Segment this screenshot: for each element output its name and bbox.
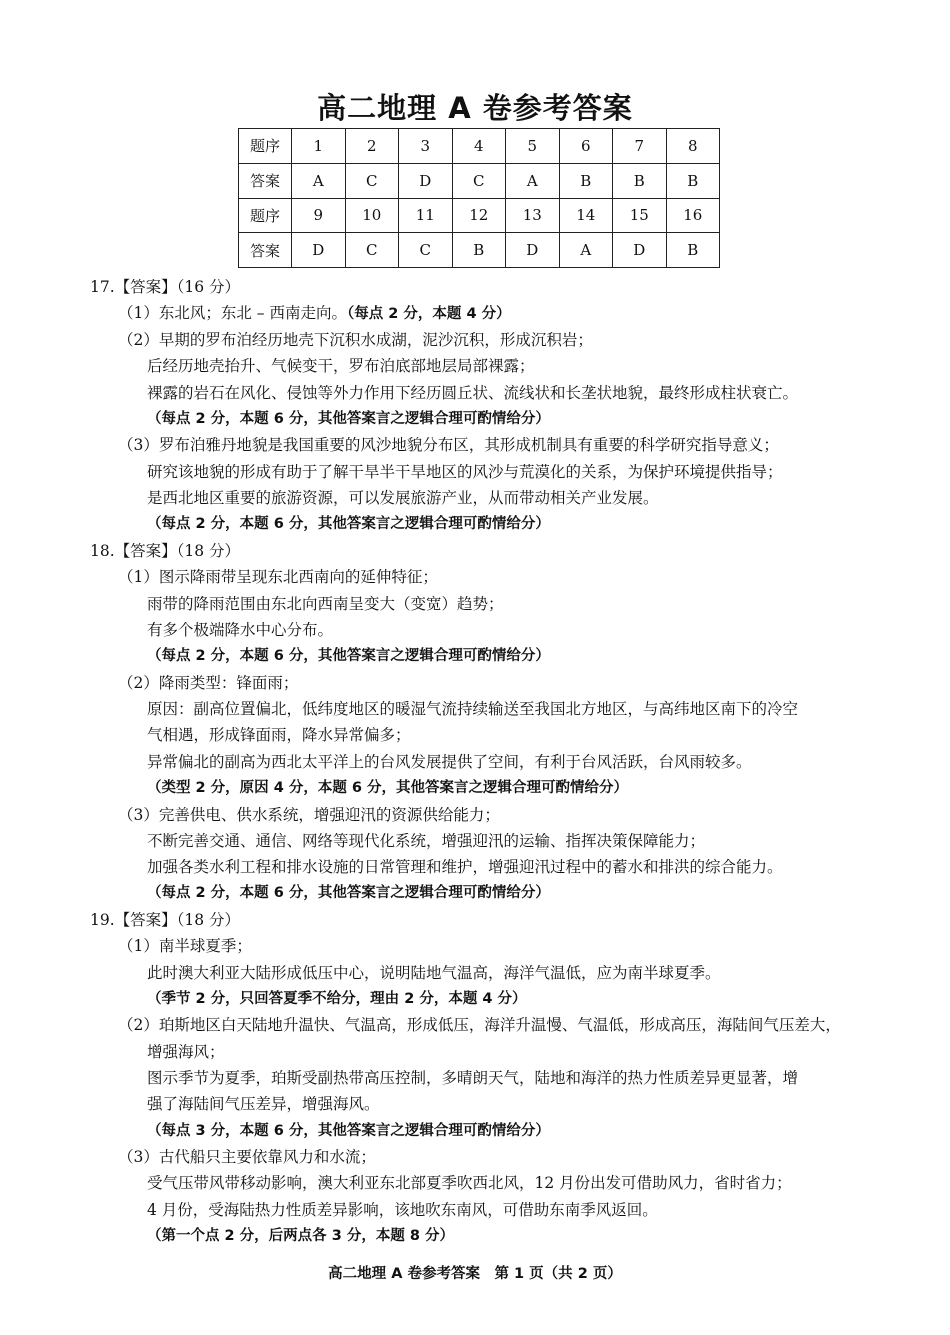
q19-part1: （1）南半球夏季； <box>118 937 252 955</box>
table-cell: 3 <box>399 129 453 164</box>
table-cell: D <box>399 163 453 198</box>
q18-part1-note: （每点 2 分，本题 6 分，其他答案言之逻辑合理可酌情给分） <box>147 648 550 664</box>
q18-part2-line: 原因：副高位置偏北，低纬度地区的暖湿气流持续输送至我国北方地区，与高纬地区南下的冷空 <box>147 700 799 718</box>
table-cell: D <box>613 233 667 268</box>
table-cell: B <box>666 233 720 268</box>
q18-heading: 18.【答案】（18 分） <box>90 542 241 560</box>
q19-part1-line: 此时澳大利亚大陆形成低压中心，说明陆地气温高，海洋气温低，应为南半球夏季。 <box>147 964 721 982</box>
q18-part2-note: （类型 2 分，原因 4 分，本题 6 分，其他答案言之逻辑合理可酌情给分） <box>147 780 629 796</box>
q19-part2-line: 强了海陆间气压差异，增强海风。 <box>147 1095 380 1113</box>
table-cell: 1 <box>292 129 346 164</box>
q18-part3-line: 不断完善交通、通信、网络等现代化系统，增强迎汛的运输、指挥决策保障能力； <box>147 832 706 850</box>
table-row <box>239 163 720 198</box>
table-cell: 7 <box>613 129 667 164</box>
page-footer: 高二地理 A 卷参考答案 第 1 页（共 2 页） <box>328 1266 622 1282</box>
table-cell: 8 <box>666 129 720 164</box>
q19-part2-line: 图示季节为夏季，珀斯受副热带高压控制，多晴朗天气，陆地和海洋的热力性质差异更显著，增 <box>147 1069 799 1087</box>
table-cell: A <box>506 163 560 198</box>
table-cell: 11 <box>399 198 453 233</box>
table-cell: 题序 <box>239 198 292 233</box>
q19-part2: （2）珀斯地区白天陆地升温快、气温高，形成低压，海洋升温慢、气温低，形成高压，海陆间气压差大， <box>118 1016 841 1034</box>
table-cell: 12 <box>452 198 506 233</box>
table-cell: 16 <box>666 198 720 233</box>
q17-part1 <box>118 300 511 327</box>
q18-part2-line: 异常偏北的副高为西北太平洋上的台风发展提供了空间，有利于台风活跃，台风雨较多。 <box>147 753 752 771</box>
page-title: 高二地理 A 卷参考答案 <box>317 91 633 125</box>
q17-part3-note: （每点 2 分，本题 6 分，其他答案言之逻辑合理可酌情给分） <box>147 516 550 532</box>
table-cell: B <box>452 233 506 268</box>
table-cell: B <box>666 163 720 198</box>
q19-part3-note: （第一个点 2 分，后两点各 3 分，本题 8 分） <box>147 1228 455 1244</box>
table-cell: A <box>292 163 346 198</box>
q19-heading: 19.【答案】（18 分） <box>90 911 241 929</box>
q18-part3-line: 加强各类水利工程和排水设施的日常管理和维护，增强迎汛过程中的蓄水和排洪的综合能力。 <box>147 858 783 876</box>
table-cell: 答案 <box>239 163 292 198</box>
table-row <box>239 198 720 233</box>
table-cell: 9 <box>292 198 346 233</box>
table-cell: 14 <box>559 198 613 233</box>
answer-table <box>238 128 720 268</box>
table-cell: 4 <box>452 129 506 164</box>
table-cell: 15 <box>613 198 667 233</box>
table-cell: C <box>452 163 506 198</box>
q17-part1-note: （每点 2 分，本题 4 分） <box>346 306 511 322</box>
q18-part2: （2）降雨类型：锋面雨； <box>118 674 299 692</box>
table-cell: 答案 <box>239 233 292 268</box>
q18-part1-line: 有多个极端降水中心分布。 <box>147 621 334 639</box>
q17-part2: （2）早期的罗布泊经历地壳下沉积水成湖，泥沙沉积，形成沉积岩； <box>118 331 593 349</box>
table-row <box>239 233 720 268</box>
table-cell: 13 <box>506 198 560 233</box>
q19-part1-note: （季节 2 分，只回答夏季不给分，理由 2 分，本题 4 分） <box>147 991 527 1007</box>
q17-part1-text: （1）东北风；东北 – 西南走向。 <box>118 304 347 322</box>
table-cell: 10 <box>345 198 399 233</box>
q19-part2-line: 增强海风； <box>147 1043 225 1061</box>
table-cell: 5 <box>506 129 560 164</box>
q18-part1-line: 雨带的降雨范围由东北向西南呈变大（变宽）趋势； <box>147 595 504 613</box>
table-cell: B <box>559 163 613 198</box>
q19-part3-line: 受气压带风带移动影响，澳大利亚东北部夏季吹西北风，12 月份出发可借助风力，省时省力； <box>147 1174 792 1192</box>
q18-part3: （3）完善供电、供水系统，增强迎汛的资源供给能力； <box>118 806 500 824</box>
q17-part2-line: 后经历地壳抬升、气候变干，罗布泊底部地层局部裸露； <box>147 357 535 375</box>
q17-part3-line: 研究该地貌的形成有助于了解干旱半干旱地区的风沙与荒漠化的关系，为保护环境提供指导； <box>147 463 783 481</box>
table-row <box>239 129 720 164</box>
q18-part3-note: （每点 2 分，本题 6 分，其他答案言之逻辑合理可酌情给分） <box>147 885 550 901</box>
table-cell: C <box>399 233 453 268</box>
table-cell: D <box>506 233 560 268</box>
table-cell: B <box>613 163 667 198</box>
q18-part1: （1）图示降雨带呈现东北西南向的延伸特征； <box>118 568 438 586</box>
table-cell: C <box>345 163 399 198</box>
q17-heading: 17.【答案】（16 分） <box>90 278 241 296</box>
q17-part2-note: （每点 2 分，本题 6 分，其他答案言之逻辑合理可酌情给分） <box>147 411 550 427</box>
table-cell: A <box>559 233 613 268</box>
q17-part2-line: 裸露的岩石在风化、侵蚀等外力作用下经历圆丘状、流线状和长垄状地貌，最终形成柱状衰亡。 <box>147 384 799 402</box>
q17-part3: （3）罗布泊雅丹地貌是我国重要的风沙地貌分布区，其形成机制具有重要的科学研究指导意义； <box>118 436 779 454</box>
table-cell: 题序 <box>239 129 292 164</box>
q19-part3-line: 4 月份，受海陆热力性质差异影响，该地吹东南风，可借助东南季风返回。 <box>147 1201 658 1219</box>
q17-part3-line: 是西北地区重要的旅游资源，可以发展旅游产业，从而带动相关产业发展。 <box>147 489 659 507</box>
table-cell: 6 <box>559 129 613 164</box>
q19-part3: （3）古代船只主要依靠风力和水流； <box>118 1148 376 1166</box>
table-cell: C <box>345 233 399 268</box>
q19-part2-note: （每点 3 分，本题 6 分，其他答案言之逻辑合理可酌情给分） <box>147 1123 550 1139</box>
q18-part2-line: 气相遇，形成锋面雨，降水异常偏多； <box>147 726 411 744</box>
table-cell: D <box>292 233 346 268</box>
table-cell: 2 <box>345 129 399 164</box>
